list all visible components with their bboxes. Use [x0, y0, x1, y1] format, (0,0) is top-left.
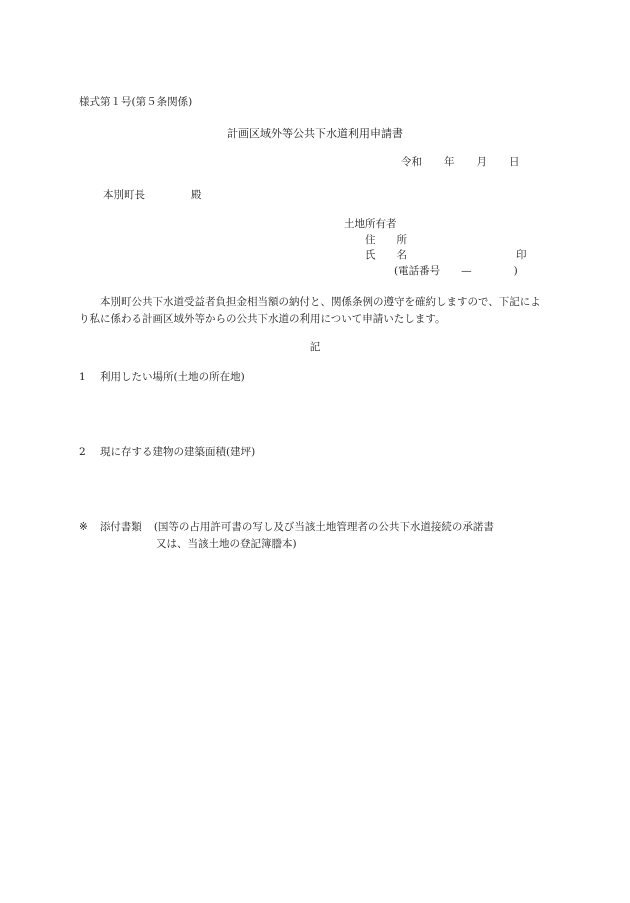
addressee-honorific: 殿	[191, 189, 202, 201]
attachment-line-1	[79, 519, 494, 536]
body-paragraph: 本別町公共下水道受益者負担金相当額の納付と、関係条例の遵守を確約しますので、下記により私に係わる計画区域外等からの公共下水道の利用について申請いたします。	[79, 296, 541, 325]
applicant-heading: 土地所有者	[344, 218, 397, 230]
date-month: 月	[476, 156, 487, 168]
applicant-phone: (電話番号 — )	[394, 264, 518, 277]
addressee-name: 本別町長	[103, 189, 145, 201]
date-era: 令和	[401, 156, 422, 168]
item-2-label: 現に存する建物の建築面積(建坪)	[100, 446, 256, 458]
date-line	[401, 155, 520, 169]
date-day: 日	[509, 156, 520, 168]
attachment-text-2: 又は、当該土地の登記簿謄本)	[156, 538, 297, 550]
item-1	[79, 370, 245, 384]
ki-heading: 記	[309, 341, 321, 353]
applicant-address-label: 住 所	[365, 233, 407, 246]
item-1-label: 利用したい場所(土地の所在地)	[100, 371, 245, 383]
seal-mark: 印	[516, 249, 527, 261]
attachment-mark: ※	[79, 521, 88, 533]
applicant-name-label: 氏 名	[365, 249, 407, 261]
item-2	[79, 445, 255, 459]
item-2-number: 2	[79, 446, 86, 458]
attachment-label: 添付書類	[99, 521, 142, 533]
item-1-number: 1	[79, 371, 86, 383]
form-number: 様式第１号(第５条関係)	[79, 96, 193, 108]
applicant-name-row	[344, 248, 527, 264]
addressee	[103, 188, 202, 202]
document-title: 計画区域外等公共下水道利用申請書	[227, 127, 403, 140]
attachment-text-1: (国等の占用許可書の写し及び当該土地管理者の公共下水道接続の承諾書	[153, 521, 494, 533]
attachment-note	[79, 519, 494, 553]
date-year: 年	[444, 156, 455, 168]
applicant-block	[344, 217, 527, 279]
